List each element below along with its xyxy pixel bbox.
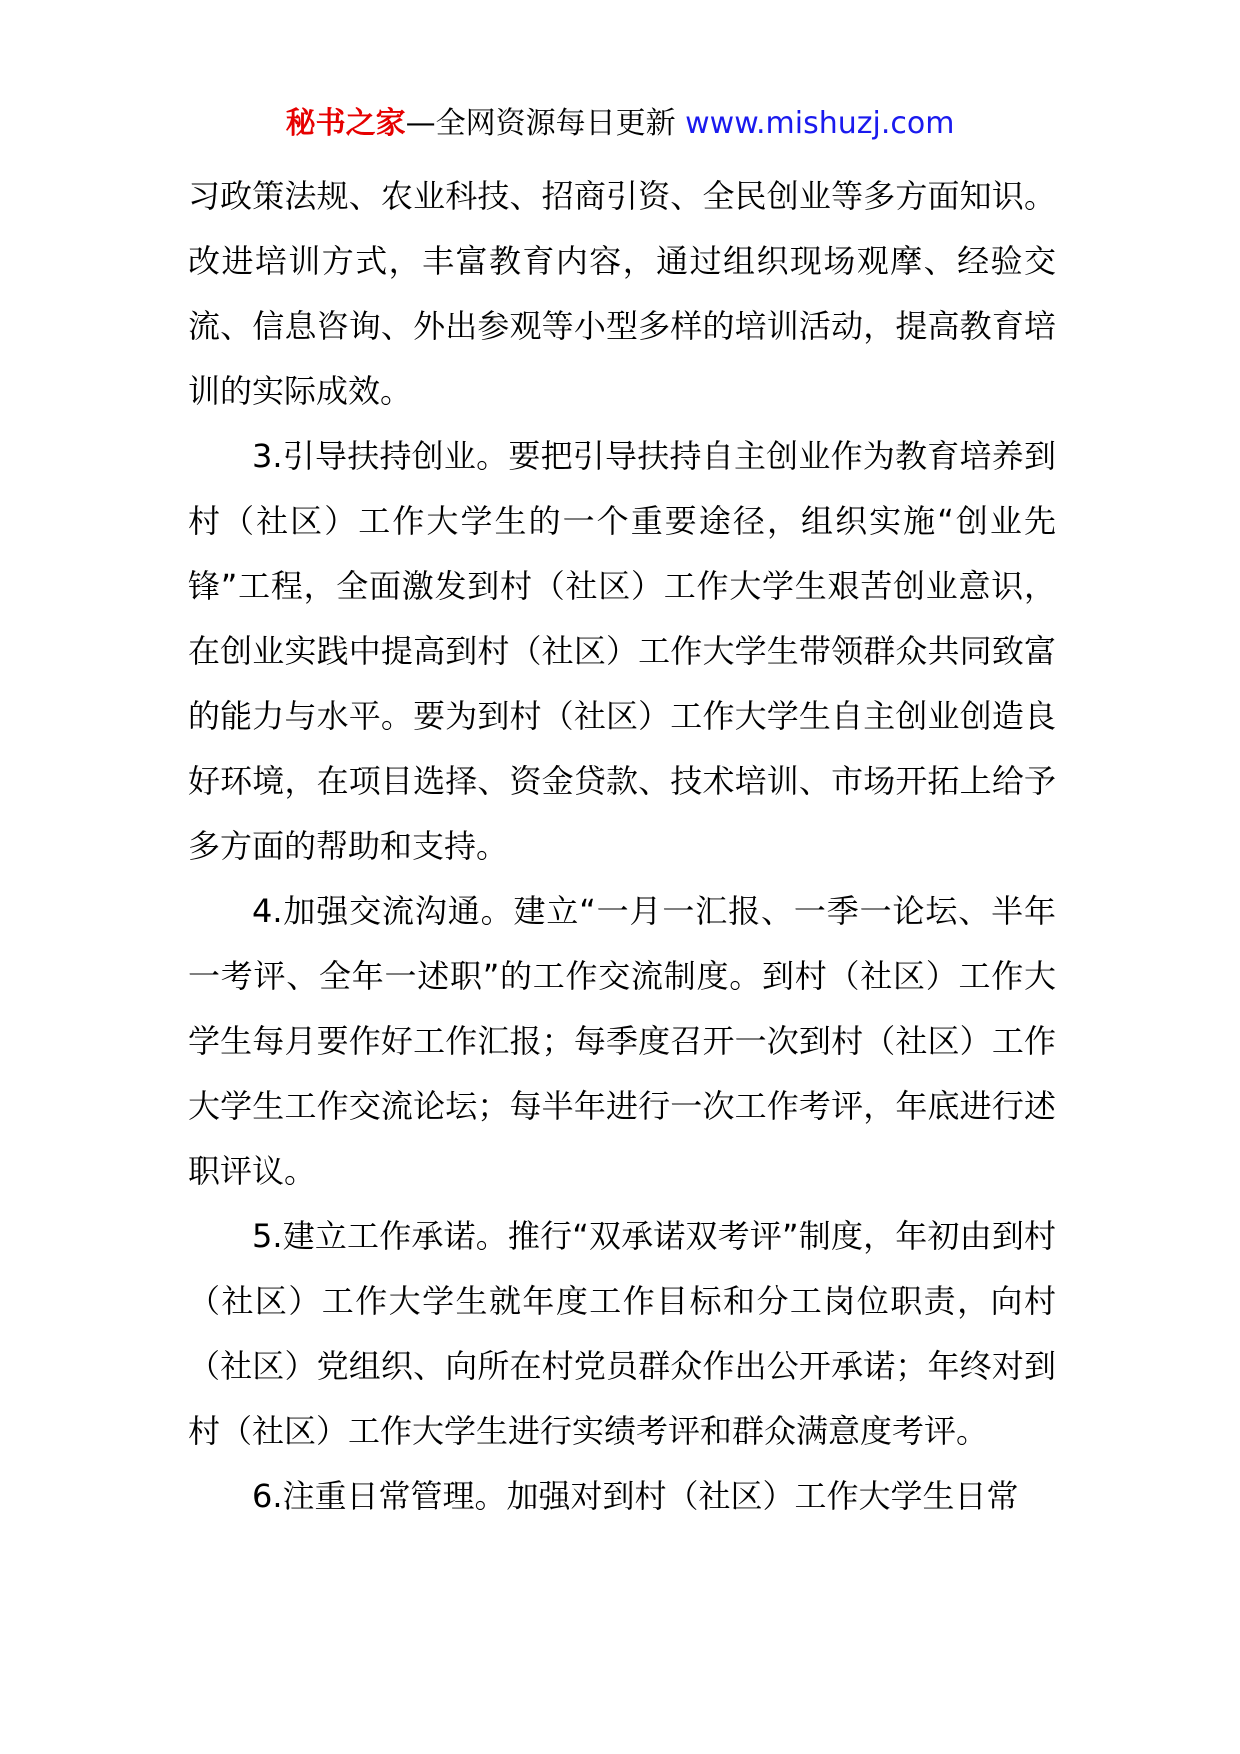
paragraph-4-communication: 4.加强交流沟通。建立“一月一汇报、一季一论坛、半年一考评、全年一述职”的工作交流制度。到村（社区）工作大学生每月要作好工作汇报；每季度召开一次到村（社区）工作大学生工作交流论坛；每半年进行一次工作考评，年底进行述职评议。 (188, 892, 1056, 1190)
document-body (188, 164, 1056, 1529)
brand-name: 秘书之家 (285, 106, 406, 141)
header-tagline: —全网资源每日更新 (405, 106, 686, 141)
site-header (0, 100, 1240, 148)
paragraph-continuation: 习政策法规、农业科技、招商引资、全民创业等多方面知识。改进培训方式，丰富教育内容，通过组织现场观摩、经验交流、信息咨询、外出参观等小型多样的培训活动，提高教育培训的实际成效。 (188, 177, 1056, 410)
paragraph-5-work-commitment: 5.建立工作承诺。推行“双承诺双考评”制度，年初由到村（社区）工作大学生就年度工作目标和分工岗位职责，向村（社区）党组织、向所在村党员群众作出公开承诺；年终对到村（社区）工作大学生进行实绩考评和群众满意度考评。 (188, 1217, 1056, 1450)
paragraph-6-daily-management: 6.注重日常管理。加强对到村（社区）工作大学生日常 (252, 1477, 1019, 1515)
site-url-link[interactable]: www.mishuzj.com (685, 106, 955, 141)
paragraph-3-support-entrepreneurship: 3.引导扶持创业。要把引导扶持自主创业作为教育培养到村（社区）工作大学生的一个重要途径，组织实施“创业先锋”工程，全面激发到村（社区）工作大学生艰苦创业意识，在创业实践中提高到村（社区）工作大学生带领群众共同致富的能力与水平。要为到村（社区）工作大学生自主创业创造良好环境，在项目选择、资金贷款、技术培训、市场开拓上给予多方面的帮助和支持。 (188, 437, 1056, 865)
